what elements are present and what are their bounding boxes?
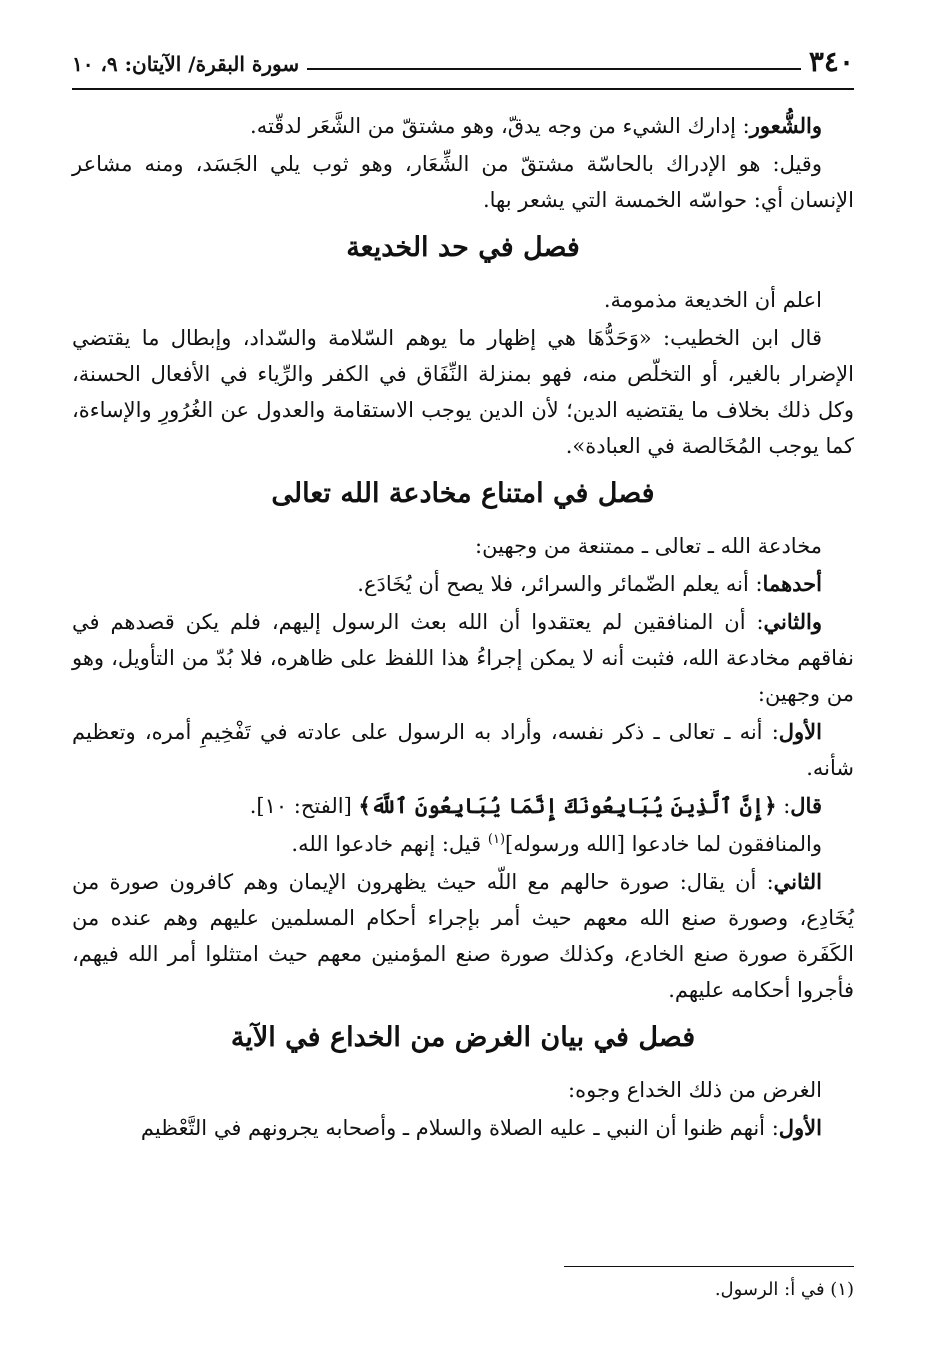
paragraph xyxy=(72,826,854,862)
paragraph-text: قيل: إنهم خادعوا الله. xyxy=(291,832,488,856)
paragraph xyxy=(72,108,854,144)
lead-word: والثاني xyxy=(763,609,822,634)
footnote-divider xyxy=(564,1266,854,1267)
paragraph xyxy=(72,566,854,602)
paragraph-ibn-khatib-quote: قال ابن الخطيب: «وَحَدُّهَا هي إظهار ما يوهم السّلامة والسّداد، وإبطال ما يقتضي الإضرار بالغير، أو التخلّص منه، فهو بمنزلة النِّفَاق في الكفر والرِّياء في الأفعال الحسنة، وكل ذلك بخلاف ما يقتضيه الدين؛ لأن الدين يوجب الاستقامة والعدول عن الغُرُورِ والإساءة، كما يوجب المُخَالصة في العبادة». xyxy=(72,326,854,458)
paragraph: اعلم أن الخديعة مذمومة. xyxy=(603,288,822,312)
lead-word: الأول xyxy=(778,719,822,744)
paragraph xyxy=(72,1110,854,1146)
verse-reference: [الفتح: ١٠]. xyxy=(249,794,352,818)
paragraph: وقيل: هو الإدراك بالحاسّة مشتقّ من الشِّعَار، وهو ثوب يلي الجَسَد، ومنه مشاعر الإنسان أي: حواسّه الخمسة التي يشعر بها. xyxy=(72,152,854,212)
page-header xyxy=(72,40,854,80)
paragraph xyxy=(72,864,854,1008)
paragraph xyxy=(72,714,854,786)
section-heading-imtina: فصل في امتناع مخادعة الله تعالى xyxy=(271,478,655,509)
quran-verse: ﴿إِنَّ ٱلَّذِينَ يُبَايِعُونَكَ إِنَّمَا يُبَايِعُونَ ٱللَّهَ﴾ xyxy=(358,793,777,818)
section-heading-gharad: فصل في بيان الغرض من الخداع في الآية xyxy=(230,1022,696,1053)
paragraph-text: : أن المنافقين لم يعتقدوا أن الله بعث الرسول إليهم، فلم يكن قصدهم في نفاقهم مخادعة الله، فثبت أنه لا يمكن إجراءُ هذا اللفظ على ظاهره، فلا بُدّ من التأويل، وهو من وجهين: xyxy=(72,610,854,706)
paragraph-text: : أن يقال: صورة حالهم مع اللّه حيث يظهرون الإيمان وهم كافرون صورة من يُخَادِع، وصورة صنع الله معهم حيث أمر بإجراء أحكام المسلمين عليهم وهم عنده من الكَفَرة صورة صنع الخادع، وكذلك صورة صنع المؤمنين معهم حيث امتثلوا أمر الله فيهم، فأجروا أحكامه عليهم. xyxy=(72,870,854,1002)
paragraph-text: : أنه ـ تعالى ـ ذكر نفسه، وأراد به الرسول على عادته في تَفْخِيمِ أمره، وتعظيم شأنه. xyxy=(72,720,854,780)
lead-word: الثاني xyxy=(773,869,822,894)
book-page xyxy=(72,0,854,1368)
lead-word: قال xyxy=(790,793,822,818)
paragraph-quran-verse: قال: ﴿إِنَّ ٱلَّذِينَ يُبَايِعُونَكَ إِنَّمَا يُبَايِعُونَ ٱللَّهَ﴾ [الفتح: ١٠]. xyxy=(249,793,822,818)
section-heading-khadiah: فصل في حد الخديعة xyxy=(346,232,580,263)
paragraph-text: : أنه يعلم الضّمائر والسرائر، فلا يصح أن يُخَادَع. xyxy=(357,572,763,596)
paragraph-text: والمنافقون لما خادعوا [الله ورسوله] xyxy=(505,832,822,856)
paragraph xyxy=(72,604,854,712)
paragraph-text: : إدارك الشيء من وجه يدقّ، وهو مشتقّ من الشَّعَر لدقّته. xyxy=(250,114,750,138)
page-number: ٣٤٠ xyxy=(808,45,854,78)
running-title: سورة البقرة/ الآيتان: ٩، ١٠ xyxy=(72,52,300,76)
lead-word: أحدهما xyxy=(762,571,822,596)
footnote: (١) في أ: الرسول. xyxy=(714,1279,854,1300)
paragraph: الغرض من ذلك الخداع وجوه: xyxy=(568,1078,822,1102)
paragraph-text: : أنهم ظنوا أن النبي ـ عليه الصلاة والسلام ـ وأصحابه يجرونهم في التَّعْظيم xyxy=(140,1116,779,1140)
term-shuur: والشُّعور xyxy=(749,113,822,138)
footnote-marker: (١) xyxy=(487,832,506,847)
header-rule xyxy=(307,68,801,70)
paragraph: مخادعة الله ـ تعالى ـ ممتنعة من وجهين: xyxy=(475,534,822,558)
header-divider xyxy=(72,88,854,90)
main-text xyxy=(72,108,854,1148)
lead-word: الأول xyxy=(778,1115,822,1140)
